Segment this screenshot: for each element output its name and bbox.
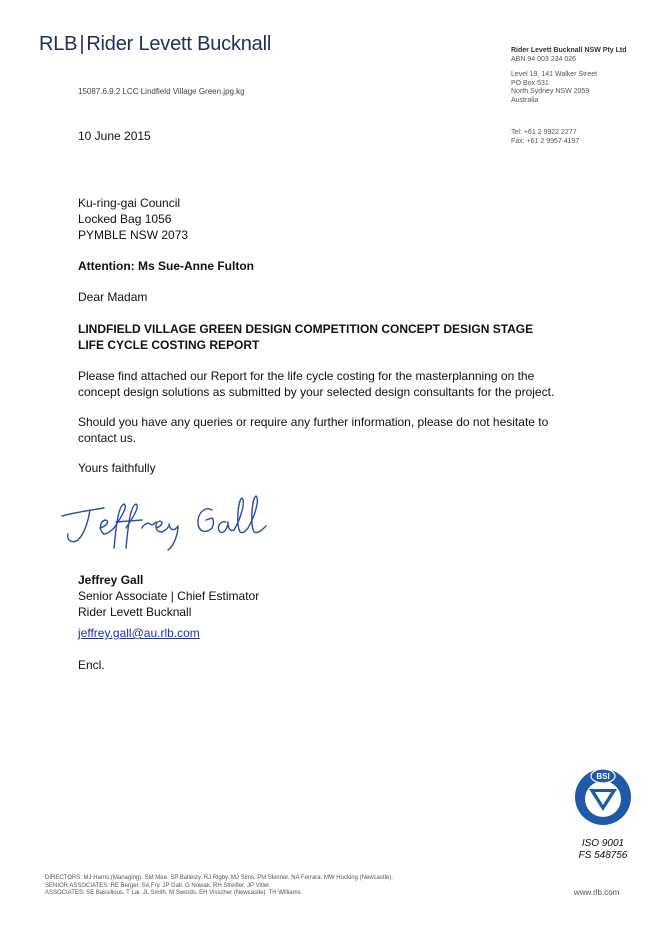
document-reference: 15087.6.9.2 LCC Lindfield Village Green.jpg.kg	[78, 87, 245, 96]
signer-company: Rider Levett Bucknall	[78, 605, 192, 619]
directors-line: DIRECTORS: MJ Harris (Managing). SM Mee. SP Ballesty. RJ Rigby. MJ Sims. PM Skinner. NA Ferrara. MW Hocking (Newcastle).	[45, 875, 393, 881]
company-logo	[39, 33, 271, 56]
footer-directors	[45, 875, 393, 898]
signer-title: Senior Associate | Chief Estimator	[78, 589, 260, 603]
company-details	[511, 47, 627, 106]
signer-email-link[interactable]: jeffrey.gall@au.rlb.com	[78, 626, 200, 640]
logo-name: Rider Levett Bucknall	[86, 33, 272, 55]
subject-line: LIFE CYCLE COSTING REPORT	[78, 338, 260, 352]
logo-separator: |	[79, 33, 85, 55]
bsi-kitemark-icon	[573, 765, 633, 832]
body-paragraph: Please find attached our Report for the life cycle costing for the masterplanning on the concept design solutions as submitted by your selected design consultants for the project.	[78, 369, 555, 399]
salutation: Dear Madam	[78, 290, 148, 304]
letter-date: 10 June 2015	[78, 129, 151, 143]
company-contact	[511, 129, 579, 146]
recipient-address	[78, 195, 188, 243]
company-tel: Tel: +61 2 9922 2277	[511, 129, 577, 136]
company-address-line: North Sydney NSW 2059	[511, 88, 590, 96]
recipient-line: Ku-ring-gai Council	[78, 196, 181, 210]
company-address-line: PO Box 531	[511, 79, 549, 87]
logo-abbrev: RLB	[39, 33, 78, 55]
company-name: Rider Levett Bucknall NSW Pty Ltd	[511, 47, 627, 54]
closing: Yours faithfully	[78, 461, 156, 475]
subject-heading	[78, 321, 533, 353]
enclosure-note: Encl.	[78, 658, 105, 672]
iso-certification	[570, 838, 636, 862]
website-link[interactable]: www.rlb.com	[574, 888, 620, 897]
company-address-line: Australia	[511, 96, 539, 104]
handwritten-signature	[56, 488, 286, 563]
senior-associates-line: SENIOR ASSOCIATES: RE Berger. SA Fry. JP Gall. G Nowak. RH Streifler. JP Vitler.	[45, 882, 271, 889]
fs-number: FS 548756	[578, 850, 628, 861]
company-fax: Fax: +61 2 9957 4197	[511, 137, 580, 145]
iso-standard: ISO 9001	[581, 838, 625, 849]
bsi-logo-text: BSI	[596, 772, 610, 781]
associates-line: ASSOCIATES: SE Bassilious. T Lai. JL Smith. M Swords. EH Visscher (Newcastle). TH Williams.	[45, 890, 303, 897]
signer-name: Jeffrey Gall	[78, 573, 144, 587]
body-paragraph: Should you have any queries or require any further information, please do not hesitate to contact us.	[78, 415, 549, 445]
attention-line: Attention: Ms Sue-Anne Fulton	[78, 259, 254, 273]
company-address-line: Level 19, 141 Walker Street	[511, 71, 598, 79]
recipient-line: Locked Bag 1056	[78, 212, 172, 226]
recipient-line: PYMBLE NSW 2073	[78, 228, 189, 242]
company-abn: ABN 94 003 234 026	[511, 55, 576, 63]
signer-block	[78, 572, 259, 620]
subject-line: LINDFIELD VILLAGE GREEN DESIGN COMPETITION CONCEPT DESIGN STAGE	[78, 322, 534, 336]
